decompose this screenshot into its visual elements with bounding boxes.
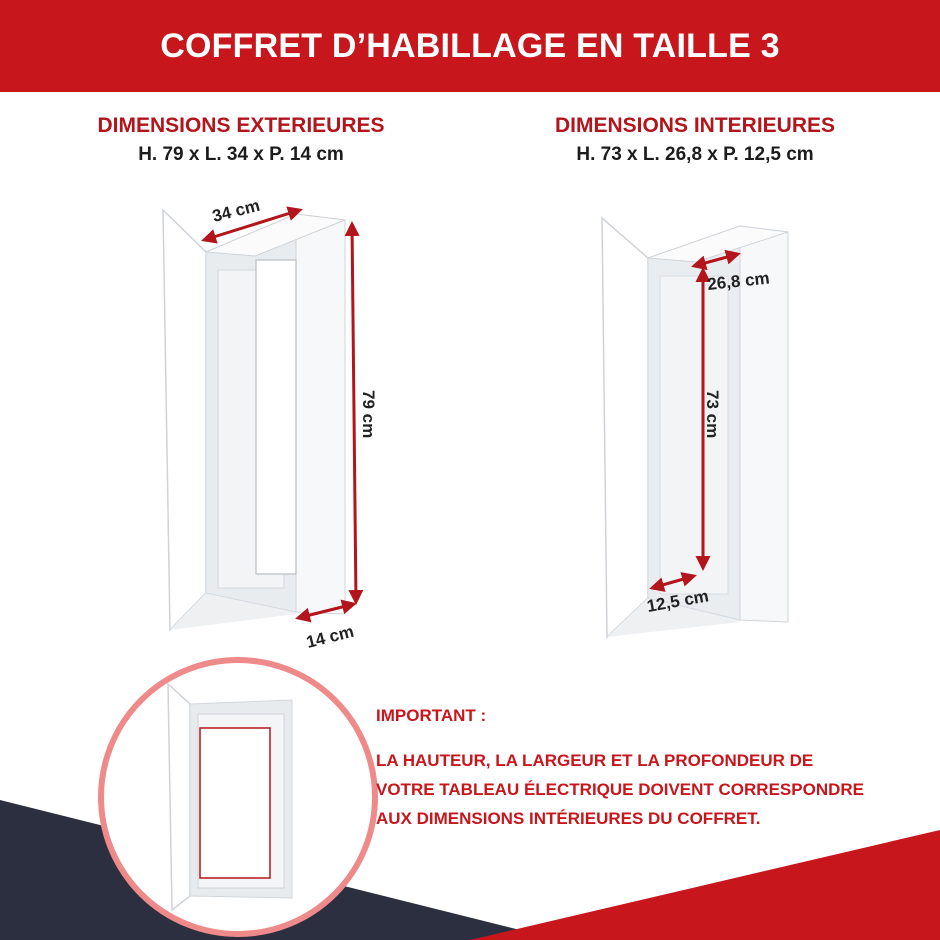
notice-line-3: AUX DIMENSIONS INTÉRIEURES DU COFFRET. [376,809,761,828]
ext-width-label: 34 cm [210,195,262,226]
notice-line-1: LA HAUTEUR, LA LARGEUR ET LA PROFONDEUR DE [376,751,814,770]
int-width-label: 26,8 cm [706,268,771,294]
notice-title: IMPORTANT : [376,706,487,725]
page-title: COFFRET D’HABILLAGE EN TAILLE 3 [160,27,780,65]
important-notice [376,706,936,833]
notice-line-2: VOTRE TABLEAU ÉLECTRIQUE DOIVENT CORRESPONDRE [376,780,864,799]
interior-dimensions-block [512,114,878,166]
exterior-heading: DIMENSIONS EXTERIEURES [97,114,385,137]
int-depth-label: 12,5 cm [645,586,711,616]
int-height-label: 73 cm [703,390,722,439]
exterior-dimensions: H. 79 x L. 34 x P. 14 cm [138,144,344,165]
interior-heading: DIMENSIONS INTERIEURES [554,114,836,137]
inset-panel-outline [200,728,270,878]
ext-height-label: 79 cm [359,390,378,439]
red-corner-shape [470,830,940,940]
exterior-dimensions-block [60,114,422,166]
ext-height-arrow [352,224,356,602]
exterior-cabinet [163,210,345,630]
interior-dimensions: H. 73 x L. 26,8 x P. 12,5 cm [576,144,814,165]
ext-depth-label: 14 cm [304,621,356,652]
inset-circle [101,660,375,934]
